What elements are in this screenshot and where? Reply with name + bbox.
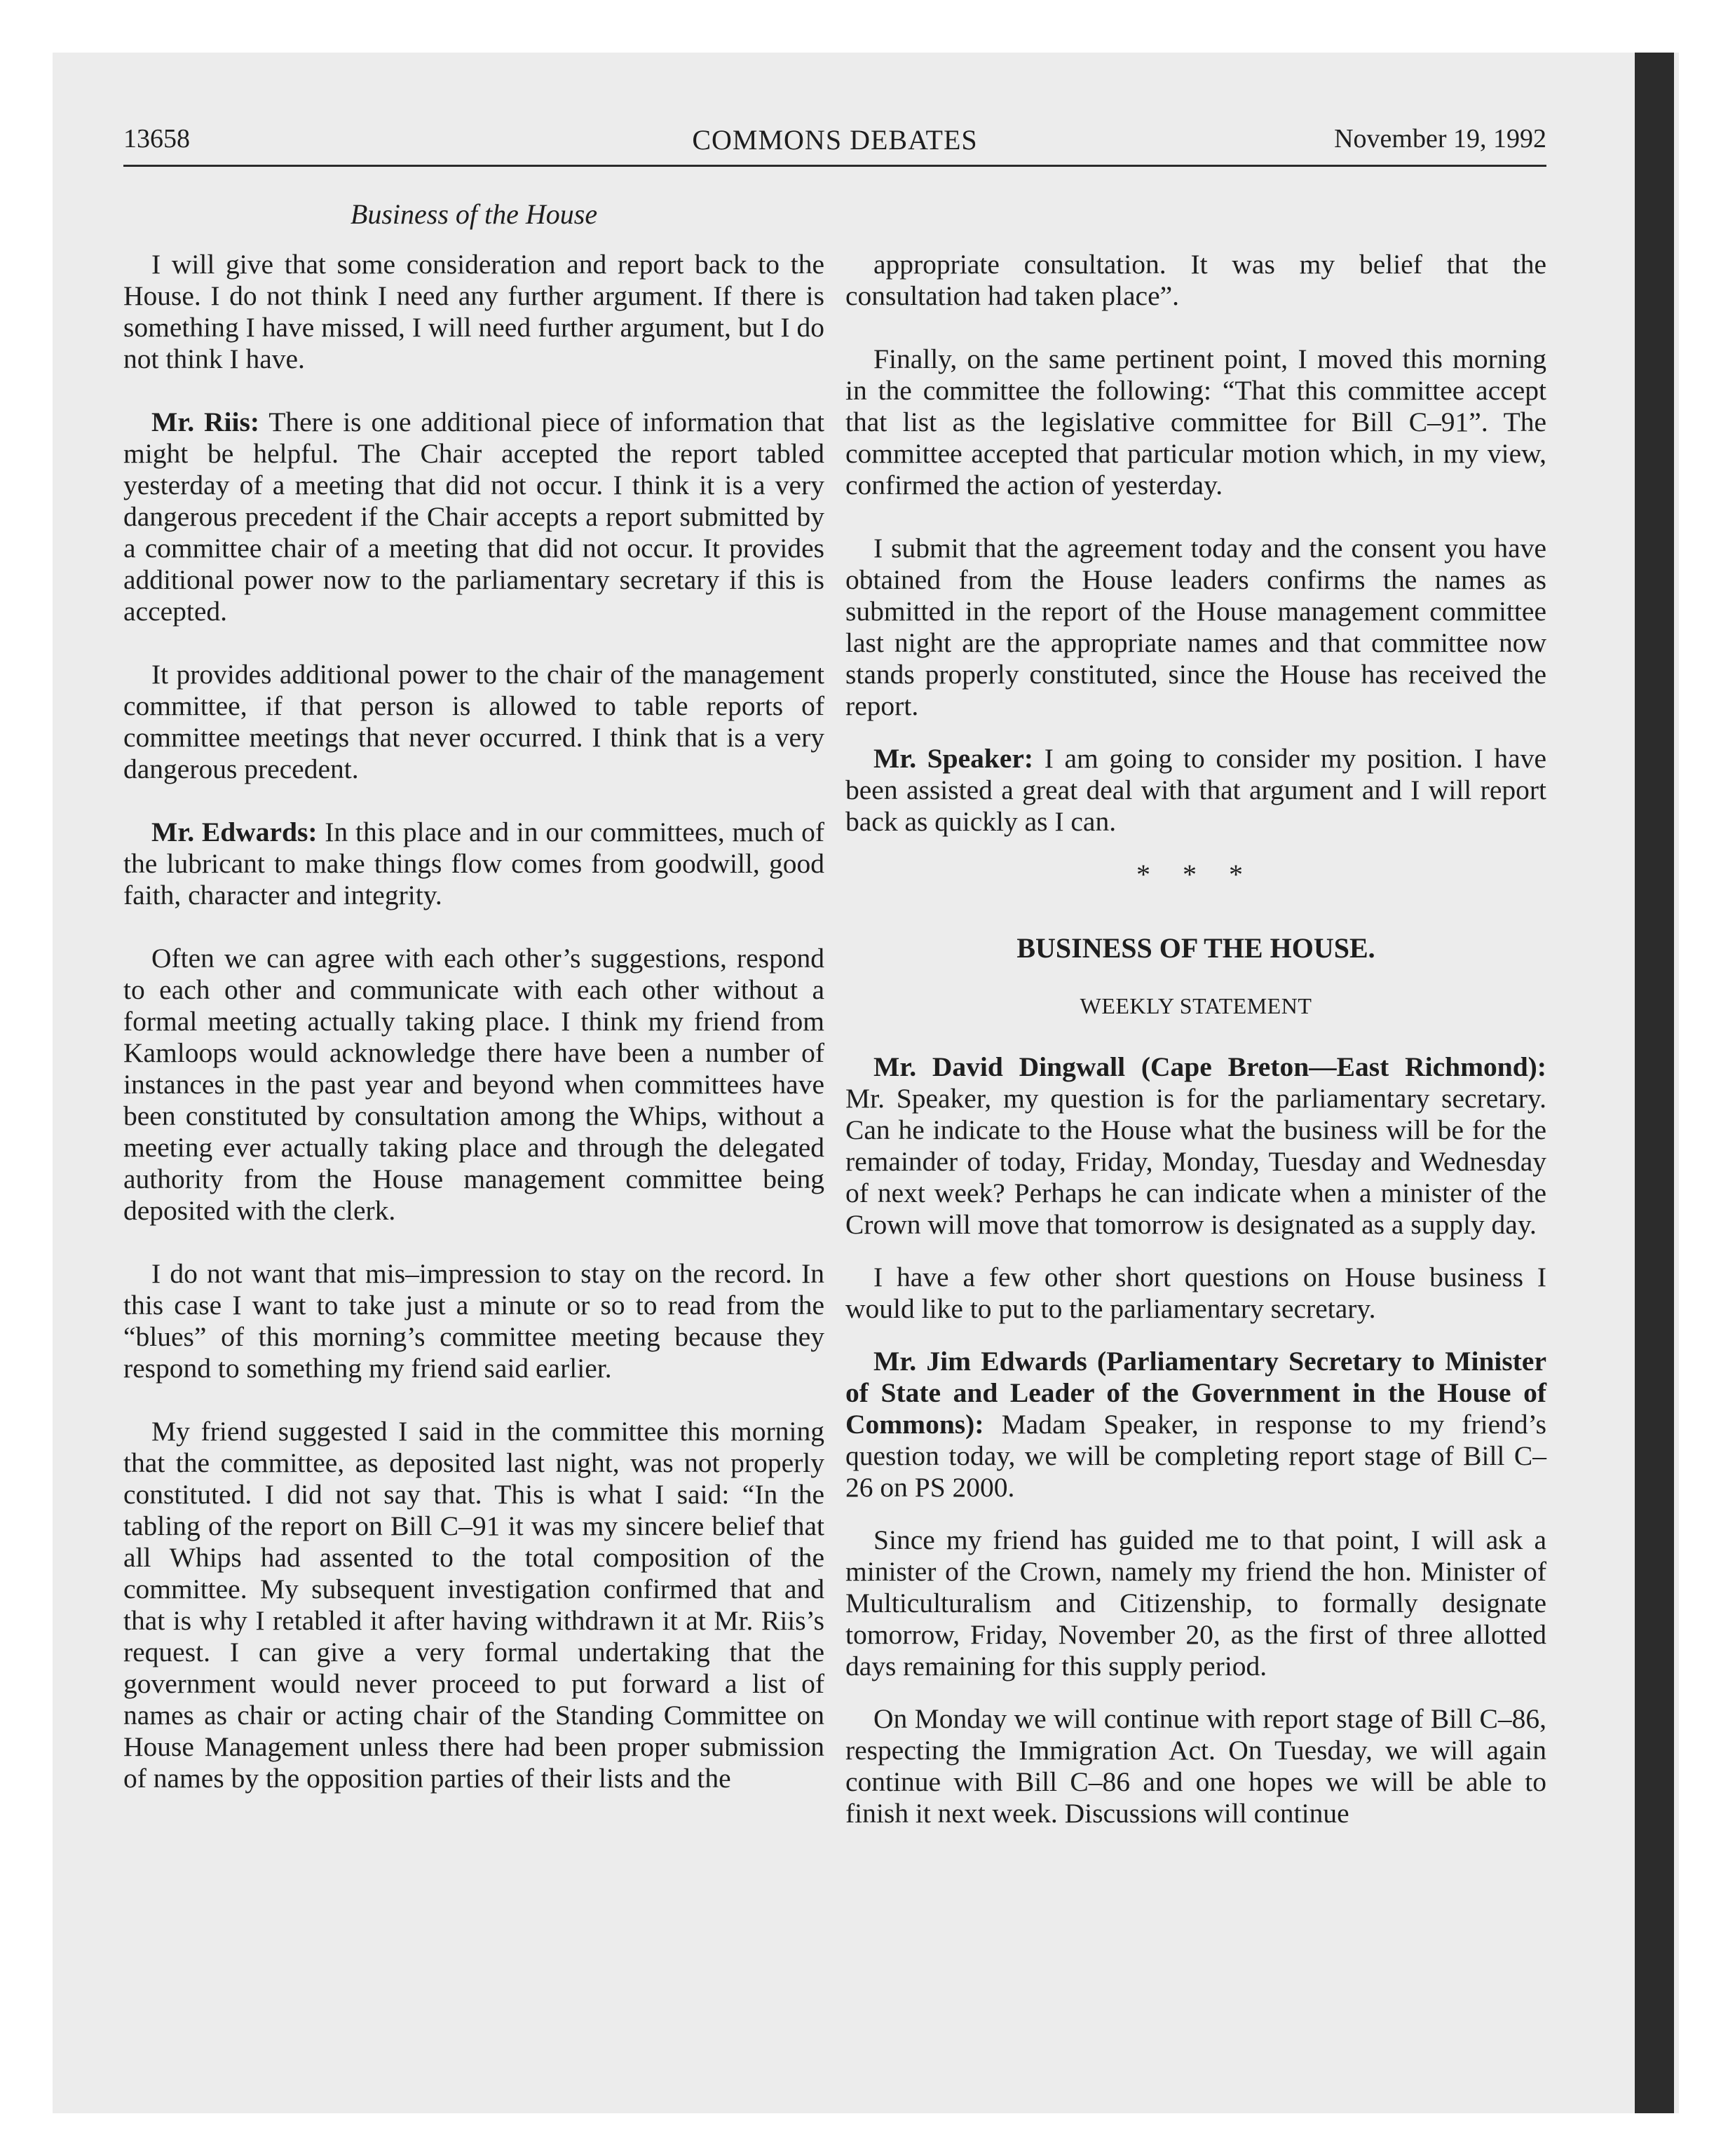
publication-date: November 19, 1992 (1334, 124, 1546, 153)
speaker-name: Mr. Riis: (151, 407, 259, 437)
paragraph (845, 1262, 1546, 1325)
paragraph-text: I submit that the agreement today and the consent you have obtained from the House leaders confirms the names as submitted in the report of the House management committee last night are the appropriate names and that committee now stands properly constituted, since the House has received the report. (845, 533, 1546, 721)
running-section-label: Business of the House (350, 198, 598, 230)
right-column (845, 249, 1546, 1829)
paragraph-text: My friend suggested I said in the committee this morning that the committee, as deposited last night, was not properly constituted. I did not say that. This is what I said: “In the tabling of the report on Bill C–91 it was my sincere belief that all Whips had assented to the total composition of the committee. My subsequent investigation confirmed that and that is why I retabled it after having withdrawn it at Mr. Riis’s request. I can give a very formal undertaking that the government would never proceed to put forward a list of names as chair or acting chair of the Standing Committee on House Management unless there had been proper submission of names by the opposition parties of their lists and the (123, 1416, 824, 1794)
paragraph (123, 1416, 824, 1794)
paragraph (123, 1258, 824, 1384)
paragraph-text: Since my friend has guided me to that point, I will ask a minister of the Crown, namely my friend the hon. Minister of Multiculturalism and Citizenship, to formally designate tomorrow, Friday, November 20, as the first of three allotted days remaining for this supply period. (845, 1524, 1546, 1681)
paragraph-text: On Monday we will continue with report stage of Bill C–86, respecting the Immigration Act. On Tuesday, we will again continue with Bill C–86 and one hopes we will be able to finish it next week. Discussions will continue (845, 1703, 1546, 1829)
left-column (123, 249, 824, 1794)
paragraph (845, 1346, 1546, 1503)
paragraph (123, 817, 824, 911)
paragraph-text: It provides additional power to the chair of the management committee, if that person is allowed to table reports of committee meetings that never occurred. I think that is a very dangerous precedent. (123, 659, 824, 784)
paragraph-text: Madam Speaker, in response to my friend’s question today, we will be completing report stage of Bill C–26 on PS 2000. (845, 1409, 1546, 1503)
speaker-name: Mr. Edwards: (151, 817, 318, 847)
paragraph-text: Mr. Speaker, my question is for the parliamentary secretary. Can he indicate to the House what the business will be for the remainder of today, Friday, Monday, Tuesday and Wednesday of next week? Perhaps he can indicate when a minister of the Crown will move that tomorrow is designated as a supply day. (845, 1083, 1546, 1240)
paragraph-text: There is one additional piece of information that might be helpful. The Chair accepted the report tabled yesterday of a meeting that did not occur. I think it is a very dangerous precedent if the Chair accepts a report submitted by a committee chair of a meeting that did not occur. It provides additional power now to the parliamentary secretary if this is accepted. (123, 407, 824, 627)
paragraph (845, 533, 1546, 722)
paragraph (123, 943, 824, 1227)
paragraph (845, 343, 1546, 501)
speaker-name: Mr. David Dingwall (Cape Breton—East Richmond): (873, 1051, 1546, 1082)
section-heading: BUSINESS OF THE HOUSE. (1016, 932, 1375, 964)
section-separator: * * * (1136, 859, 1256, 890)
publication-title: COMMONS DEBATES (692, 124, 978, 156)
paragraph (845, 1051, 1546, 1241)
paragraph-text: I will give that some consideration and report back to the House. I do not think I need any further argument. If there is something I have missed, I will need further argument, but I do not think I have. (123, 249, 824, 374)
paragraph (123, 407, 824, 627)
paragraph-text: appropriate consultation. It was my belief that the consultation had taken place”. (845, 249, 1546, 311)
paragraph (123, 659, 824, 785)
paragraph (845, 249, 1546, 312)
page-number: 13658 (123, 124, 190, 153)
speaker-name: Mr. Jim Edwards (Parliamentary Secretary to Minister of State and Leader of the Government in the House of Commons): (845, 1346, 1546, 1440)
paragraph-text: I am going to consider my position. I have been assisted a great deal with that argument and I will report back as quickly as I can. (845, 743, 1546, 837)
header-rule (123, 165, 1546, 167)
paragraph-text: I have a few other short questions on House business I would like to put to the parliamentary secretary. (845, 1262, 1546, 1324)
paragraph-text: I do not want that mis–impression to stay on the record. In this case I want to take just a minute or so to read from the “blues” of this morning’s committee meeting because they respond to something my friend said earlier. (123, 1258, 824, 1384)
paragraph (845, 1524, 1546, 1682)
paragraph (845, 743, 1546, 838)
speaker-name: Mr. Speaker: (873, 743, 1034, 774)
paragraph-text: Often we can agree with each other’s suggestions, respond to each other and communicate with each other without a formal meeting actually taking place. I think my friend from Kamloops would acknowledge there have been a number of instances in the past year and beyond when committees have been constituted by consultation among the Whips, without a meeting ever actually taking place and through the delegated authority from the House management committee being deposited with the clerk. (123, 943, 824, 1226)
paragraph (845, 1703, 1546, 1829)
section-subheading: WEEKLY STATEMENT (1080, 993, 1312, 1018)
paragraph-text: In this place and in our committees, much of the lubricant to make things flow comes from goodwill, good faith, character and integrity. (123, 817, 824, 910)
page-edge-shadow (1635, 53, 1674, 2113)
paragraph-text: Finally, on the same pertinent point, I moved this morning in the committee the following: “That this committee accept that list as the legislative committee for Bill C–91”. The committee accepted that particular motion which, in my view, confirmed the action of yesterday. (845, 343, 1546, 500)
page-header (123, 123, 1546, 165)
paragraph (123, 249, 824, 375)
